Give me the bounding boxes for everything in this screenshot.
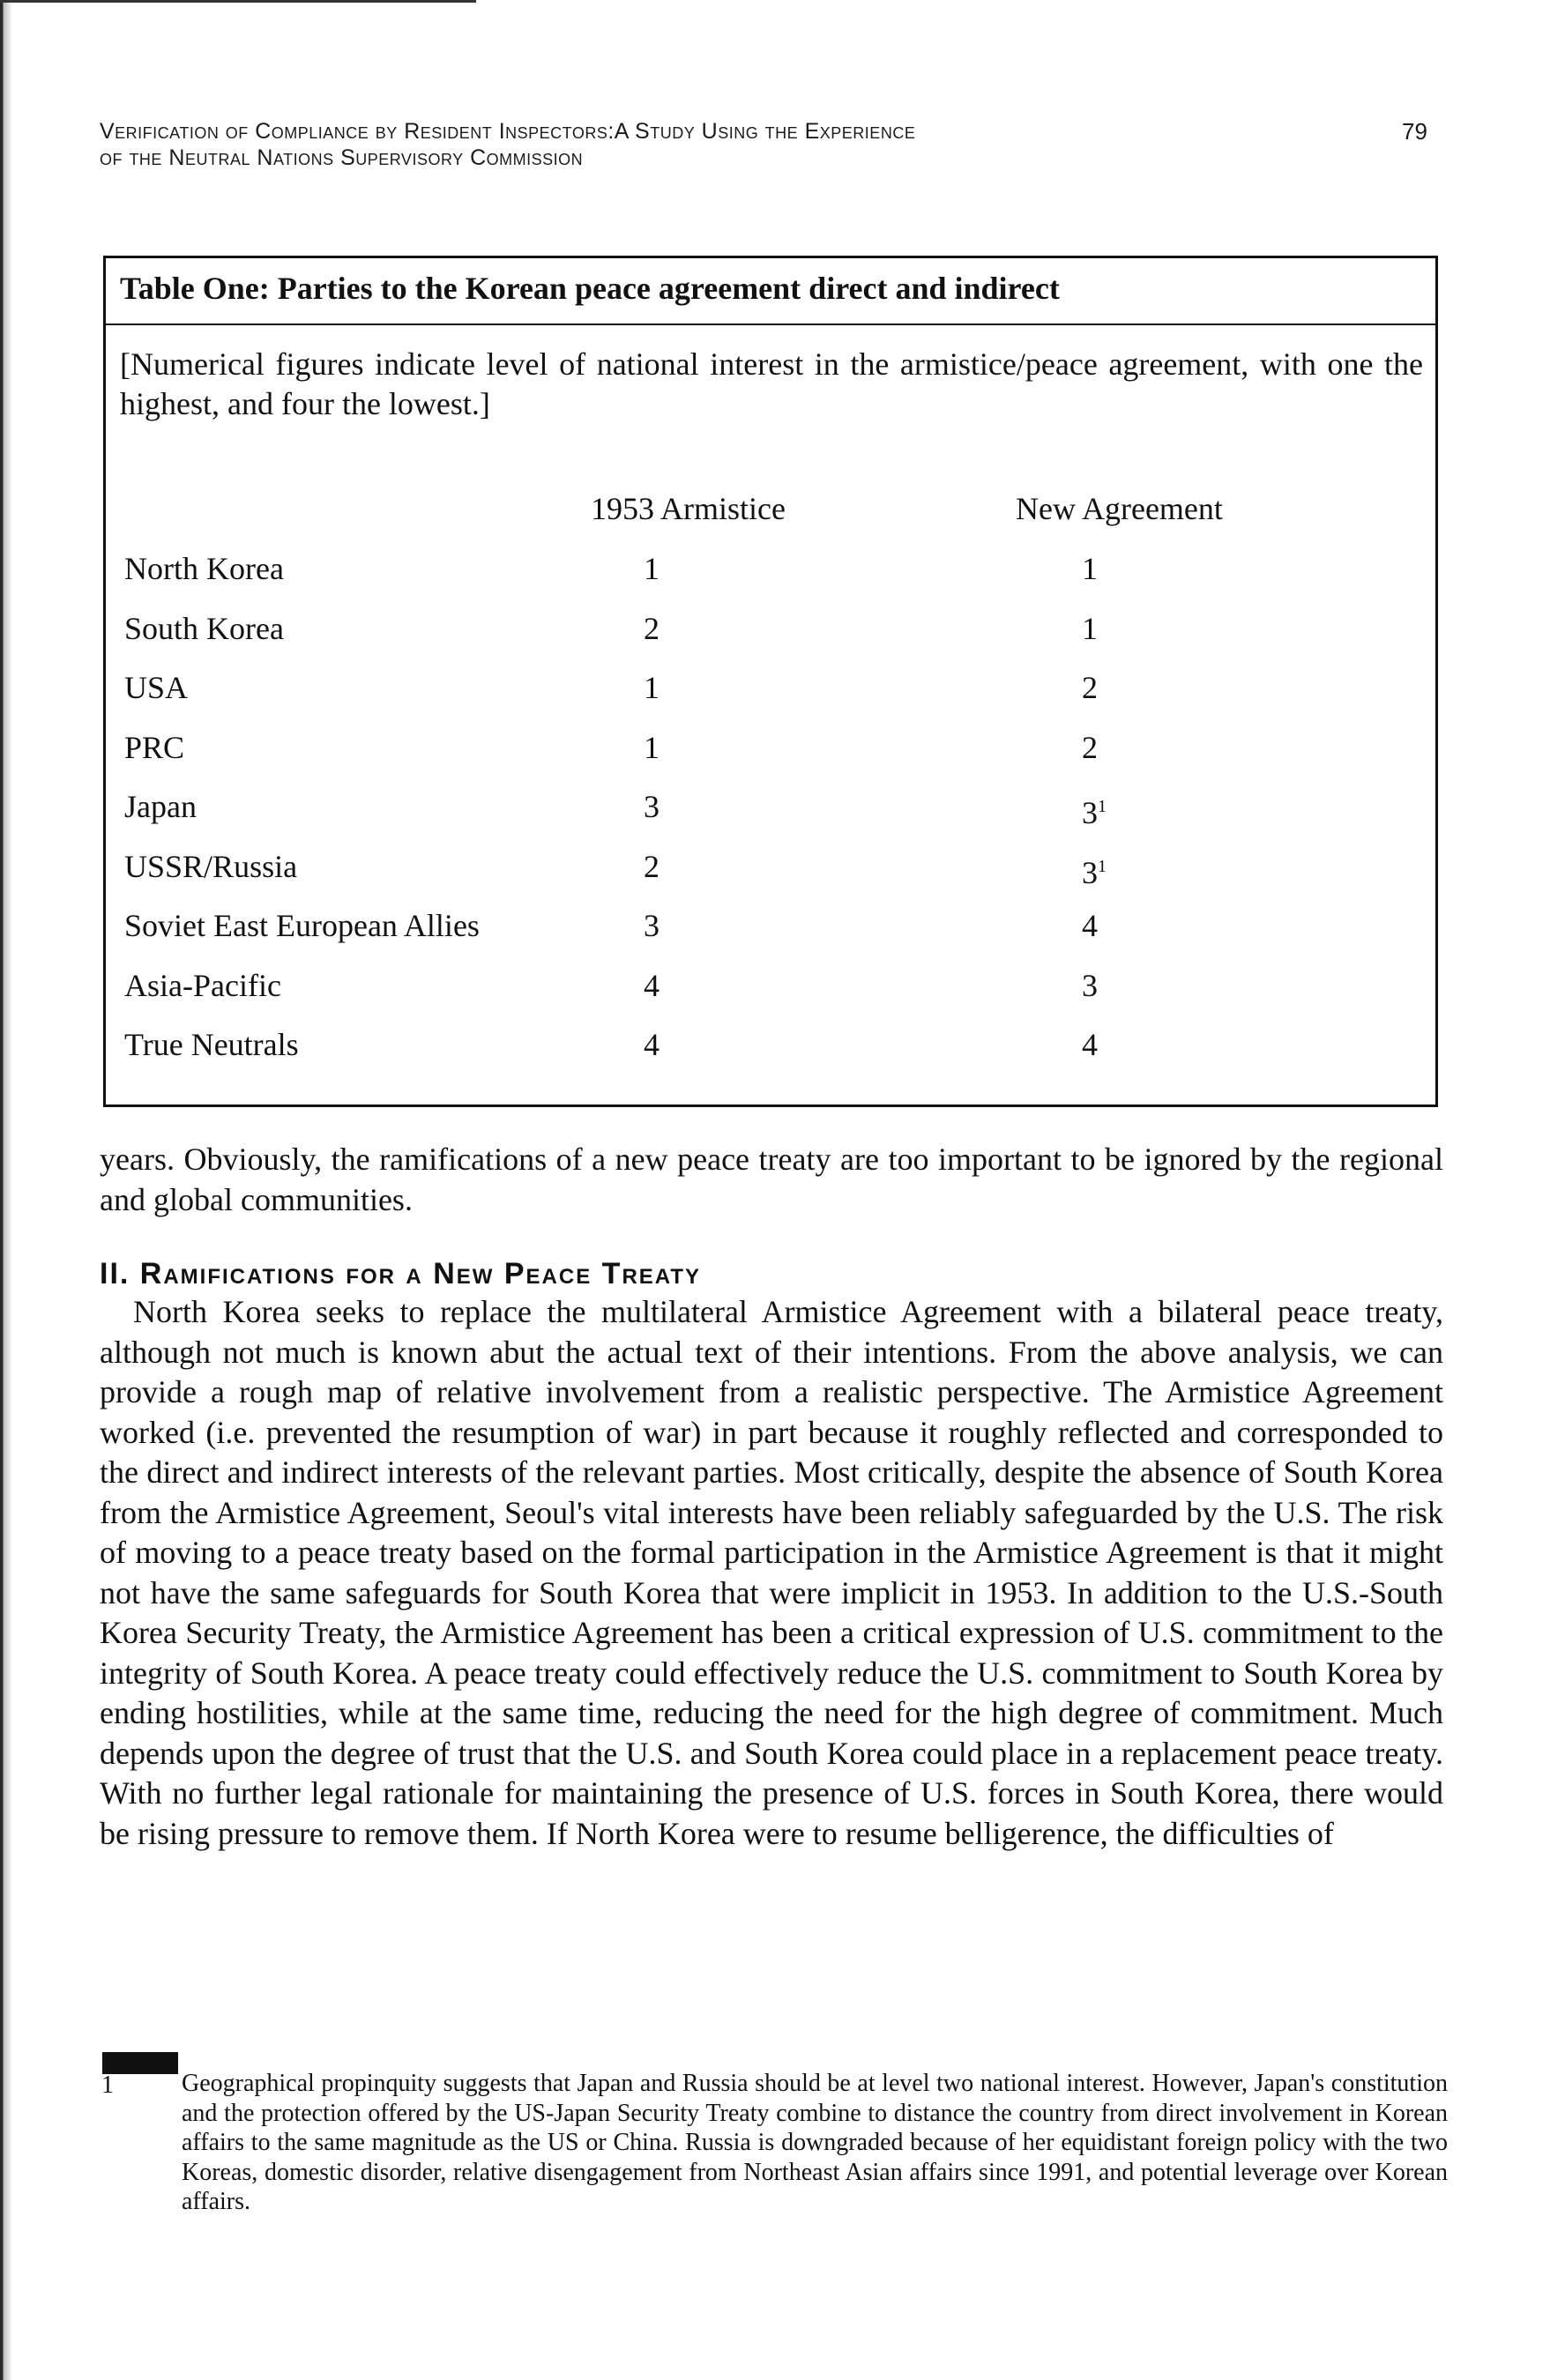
column-header-armistice: 1953 Armistice: [591, 491, 786, 526]
table-cell-new-agreement-value: 3: [1082, 854, 1098, 890]
table-cell-party: Soviet East European Allies: [124, 908, 480, 943]
table-cell-party: North Korea: [124, 551, 284, 586]
table-cell-party: USSR/Russia: [124, 848, 298, 884]
table-title: Table One: Parties to the Korean peace agreement direct and indirect: [106, 258, 1435, 325]
running-head-line-1: Verification of Compliance by Resident Inspectors:A Study Using the Experience: [100, 119, 916, 144]
section-heading: II. Ramifications for a New Peace Treaty: [100, 1257, 701, 1290]
page-number: 79: [1402, 118, 1427, 145]
table-cell-new-agreement-value: 2: [1082, 729, 1098, 765]
table-cell-party: Japan: [124, 789, 197, 824]
running-head: [100, 118, 1237, 171]
table-cell-armistice: 2: [644, 610, 659, 646]
table-cell-new-agreement: [1082, 787, 1107, 832]
table-cell-party: Asia-Pacific: [124, 967, 281, 1003]
table-cell-new-agreement: [1082, 668, 1098, 707]
parties-table: [103, 256, 1438, 1107]
table-cell-new-agreement: [1082, 549, 1098, 588]
table-cell-new-agreement: [1082, 966, 1098, 1005]
continuation-paragraph: years. Obviously, the ramifications of a new peace treaty are too important to be ignored by the regional and global communities.: [100, 1142, 1443, 1217]
table-cell-party: South Korea: [124, 610, 284, 646]
table-cell-armistice: 1: [644, 729, 659, 765]
table-note: [Numerical figures indicate level of national interest in the armistice/peace agreement, with one the highest, and four the lowest.]: [120, 346, 1423, 421]
table-cell-new-agreement: [1082, 609, 1098, 648]
table-cell-new-agreement-value: 4: [1082, 1027, 1098, 1062]
running-head-line-2: of the Neutral Nations Supervisory Commission: [100, 145, 584, 170]
table-cell-new-agreement-value: 4: [1082, 908, 1098, 943]
page-top-edge: [0, 0, 476, 3]
table-cell-new-agreement: [1082, 1025, 1098, 1064]
table-cell-new-agreement-value: 2: [1082, 670, 1098, 705]
table-cell-new-agreement-value: 1: [1082, 551, 1098, 586]
footnote-reference: 1: [1098, 856, 1107, 876]
table-cell-new-agreement: [1082, 847, 1107, 892]
table-cell-armistice: 4: [644, 1027, 659, 1062]
table-cell-new-agreement-value: 1: [1082, 610, 1098, 646]
page-binding-edge: [0, 0, 12, 2380]
footnote-text: Geographical propinquity suggests that Japan and Russia should be at level two national interest. However, Japan's constitution and the protection offered by the US-Japan Security Treaty combine to distance the country from direct involvement in Korean affairs to the same magnitude as the US or China. Russia is downgraded because of her equidistant foreign policy with the two Koreas, domestic disorder, relative disengagement from Northeast Asian affairs since 1991, and potential leverage over Korean affairs.: [182, 2070, 1448, 2215]
table-cell-armistice: 1: [644, 670, 659, 705]
footnote-reference: 1: [1098, 797, 1107, 816]
column-header-new-agreement: New Agreement: [1016, 491, 1223, 526]
table-cell-party: USA: [124, 670, 189, 705]
table-cell-armistice: 2: [644, 848, 659, 884]
table-cell-party: PRC: [124, 729, 185, 765]
table-cell-armistice: 3: [644, 789, 659, 824]
table-cell-party: True Neutrals: [124, 1027, 299, 1062]
table-cell-new-agreement-value: 3: [1082, 795, 1098, 830]
footnote-marker: 1: [101, 2071, 114, 2099]
table-cell-new-agreement: [1082, 906, 1098, 945]
table-cell-armistice: 4: [644, 967, 659, 1003]
section-paragraph: North Korea seeks to replace the multilateral Armistice Agreement with a bilateral peace treaty, although not much is known abut the actual text of their intentions. From the above analysis, we can provide a rough map of relative involvement from a realistic perspective. The Armistice Agreement worked (i.e. prevented the resumption of war) in part because it roughly reflected and corresponded to the direct and indirect interests of the relevant parties. Most critically, despite the absence of South Korea from the Armistice Agreement, Seoul's vital interests have been reliably safeguarded by the U.S. The risk of moving to a peace treaty based on the formal participation in the Armistice Agreement is that it might not have the same safeguards for South Korea that were implicit in 1953. In addition to the U.S.-South Korea Security Treaty, the Armistice Agreement has been a critical expression of U.S. commitment to the integrity of South Korea. A peace treaty could effectively reduce the U.S. commitment to South Korea by ending hostilities, while at the same time, reducing the need for the high degree of commitment. Much depends upon the degree of trust that the U.S. and South Korea could place in a replacement peace treaty. With no further legal rationale for maintaining the presence of U.S. forces in South Korea, there would be rising pressure to remove them. If North Korea were to resume belligerence, the difficulties of: [100, 1294, 1443, 1851]
table-cell-armistice: 3: [644, 908, 659, 943]
table-cell-new-agreement: [1082, 728, 1098, 767]
table-cell-armistice: 1: [644, 551, 659, 586]
table-cell-new-agreement-value: 3: [1082, 967, 1098, 1003]
